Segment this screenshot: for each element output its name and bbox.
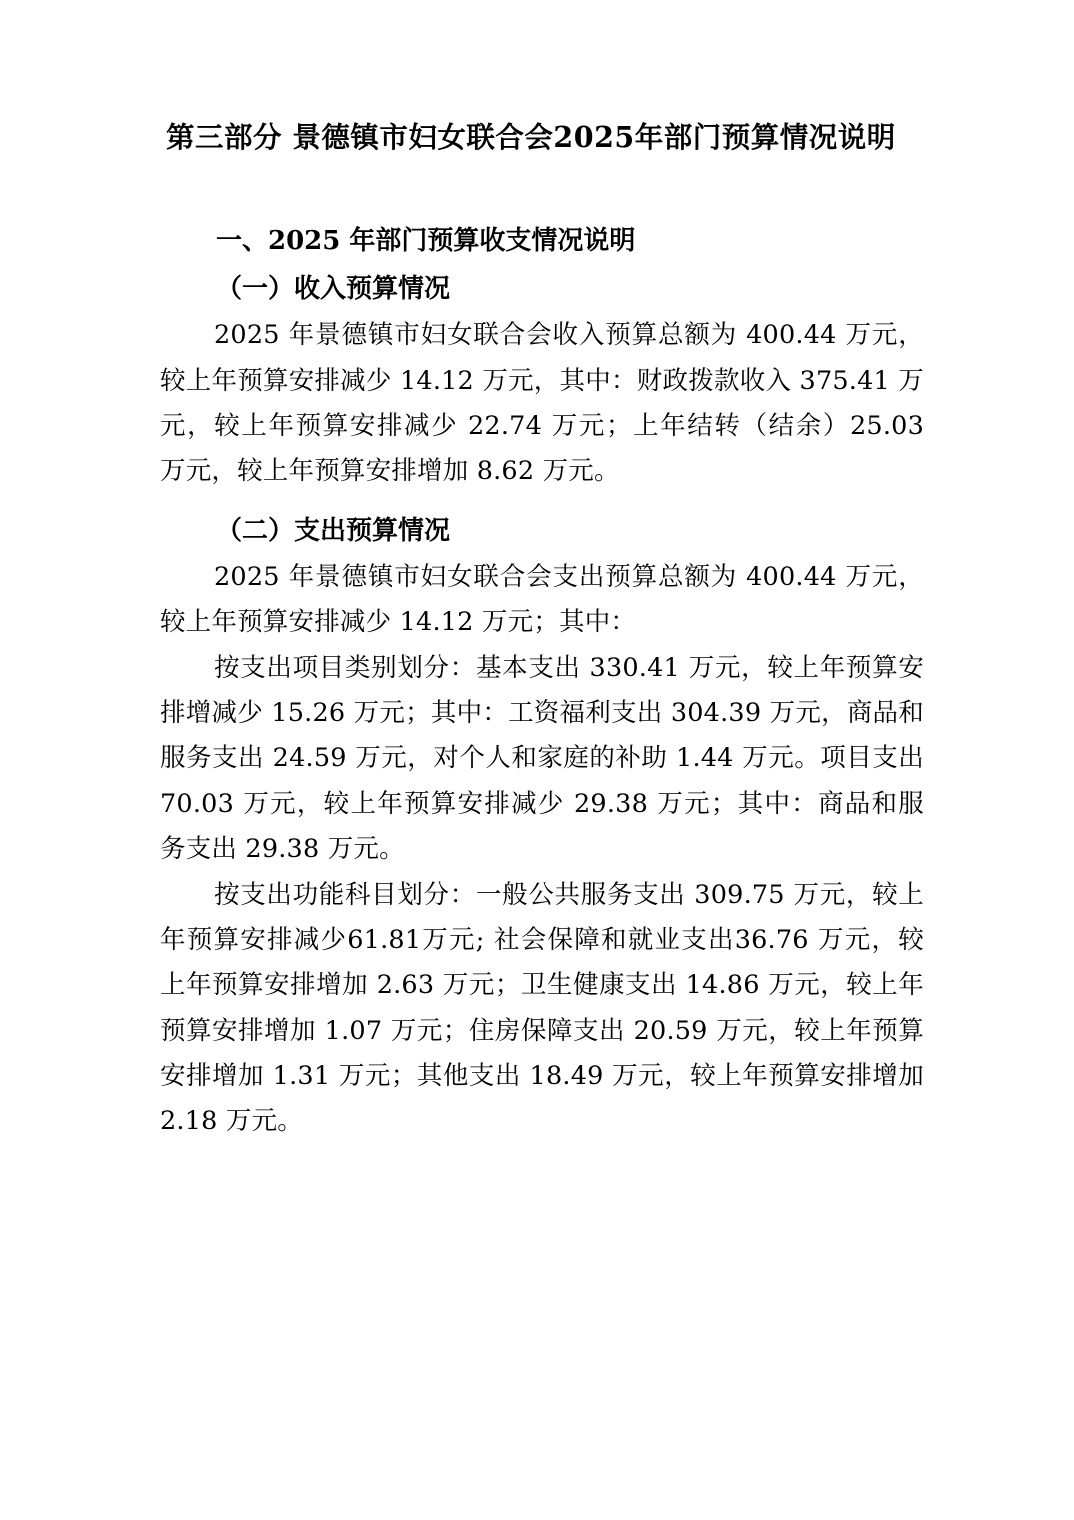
paragraph-income-budget: 2025 年景德镇市妇女联合会收入预算总额为 400.44 万元，较上年预算安排减少 14.12 万元，其中：财政拨款收入 375.41 万元，较上年预算安排减少 22.74 万元；上年结转（结余）25.03 万元，较上年预算安排增加 8.62 万元。 [160, 320, 924, 487]
paragraph-expenditure-by-function: 按支出功能科目划分：一般公共服务支出 309.75 万元，较上年预算安排减少61.81万元; 社会保障和就业支出36.76 万元，较上年预算安排增加 2.63 万元；卫生健康支出 14.86 万元，较上年预算安排增加 1.07 万元；住房保障支出 20.59 万元，较上年预算安排增加 1.31 万元；其他支出 18.49 万元，较上年预算安排增加 2.18 万元。 [160, 879, 924, 1137]
spacer [160, 261, 924, 269]
subheading-income-budget: （一）收入预算情况 [216, 273, 451, 304]
page-title: 第三部分 景德镇市妇女联合会2025年部门预算情况说明 [166, 120, 896, 154]
spacer [160, 495, 924, 511]
spacer [160, 158, 924, 222]
section-heading-budget-overview: 一、2025 年部门预算收支情况说明 [216, 225, 636, 256]
subheading-expenditure-budget: （二）支出预算情况 [216, 515, 451, 546]
paragraph-expenditure-by-category: 按支出项目类别划分：基本支出 330.41 万元，较上年预算安排增减少 15.26 万元；其中：工资福利支出 304.39 万元，商品和服务支出 24.59 万元，对个人和家庭的补助 1.44 万元。项目支出 70.03 万元，较上年预算安排减少 29.38 万元；其中：商品和服务支出 29.38 万元。 [160, 652, 924, 865]
paragraph-expenditure-total: 2025 年景德镇市妇女联合会支出预算总额为 400.44 万元，较上年预算安排减少 14.12 万元；其中： [160, 561, 924, 638]
